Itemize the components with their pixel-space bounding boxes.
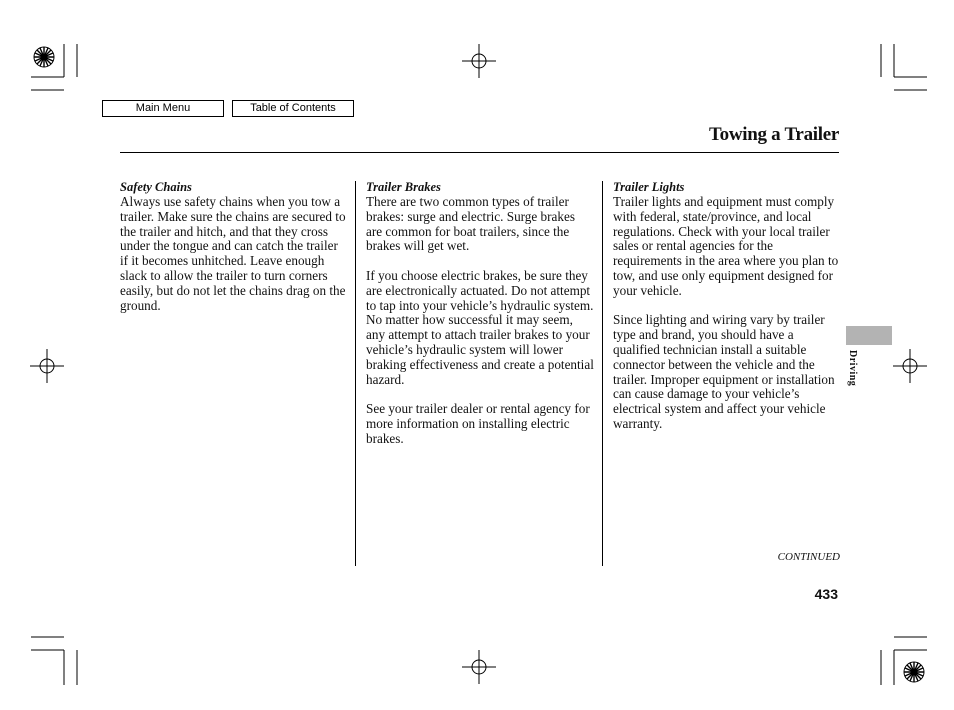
starburst-bottom-right-icon: [904, 662, 924, 682]
section-heading: Safety Chains: [120, 180, 192, 194]
paragraph: If you choose electric brakes, be sure they are electronically actuated. Do not attempt to tap into your vehicle’s hydraulic system. No matter how successful it may seem, any attempt to attach trailer brakes to your vehicle’s hydraulic system will lower braking effectiveness and create a potential hazard.: [366, 267, 594, 387]
crosshair-top-icon: [462, 44, 496, 78]
starburst-top-left-icon: [34, 47, 54, 67]
crosshair-left-icon: [30, 349, 64, 383]
table-of-contents-button[interactable]: Table of Contents: [232, 100, 354, 117]
crosshair-right-icon: [893, 349, 927, 383]
section-tab-marker: [846, 326, 892, 345]
paragraph: Always use safety chains when you tow a trailer. Make sure the chains are secured to the trailer and hitch, and that they cross under the tongue and can catch the trailer if it becomes unhitched. Leave enough slack to allow the trailer to turn corners easily, but do not let the chains drag on the ground.: [120, 194, 346, 313]
paragraph: Since lighting and wiring vary by trailer type and brand, you should have a qualified technician install a suitable connector between the vehicle and the trailer. Improper equipment or installation can cause damage to your vehicle’s electrical system and affect your vehicle warranty.: [613, 312, 835, 431]
section-heading: Trailer Brakes: [366, 180, 441, 194]
continued-label: CONTINUED: [777, 551, 840, 563]
main-menu-button[interactable]: Main Menu: [102, 100, 224, 117]
column-divider: [355, 181, 356, 566]
title-divider: [120, 152, 839, 153]
column-trailer-lights: [613, 180, 841, 447]
crosshair-bottom-icon: [462, 650, 496, 684]
column-divider: [602, 181, 603, 566]
column-safety-chains: [120, 180, 348, 328]
paragraph: There are two common types of trailer brakes: surge and electric. Surge brakes are common for boat trailers, since the brakes will get wet.: [366, 194, 575, 254]
section-tab-label: Driving: [847, 350, 858, 387]
paragraph: Trailer lights and equipment must comply with federal, state/province, and local regulations. Check with your local trailer sales or rental agencies for the requirements in the area where you plan to tow, and use only equipment designed for your vehicle.: [613, 194, 839, 298]
section-heading: Trailer Lights: [613, 180, 685, 194]
page-title: Towing a Trailer: [709, 124, 839, 145]
page-number: 433: [814, 586, 838, 602]
column-trailer-brakes: [366, 180, 594, 461]
paragraph: See your trailer dealer or rental agency for more information on installing electric brakes.: [366, 401, 590, 446]
